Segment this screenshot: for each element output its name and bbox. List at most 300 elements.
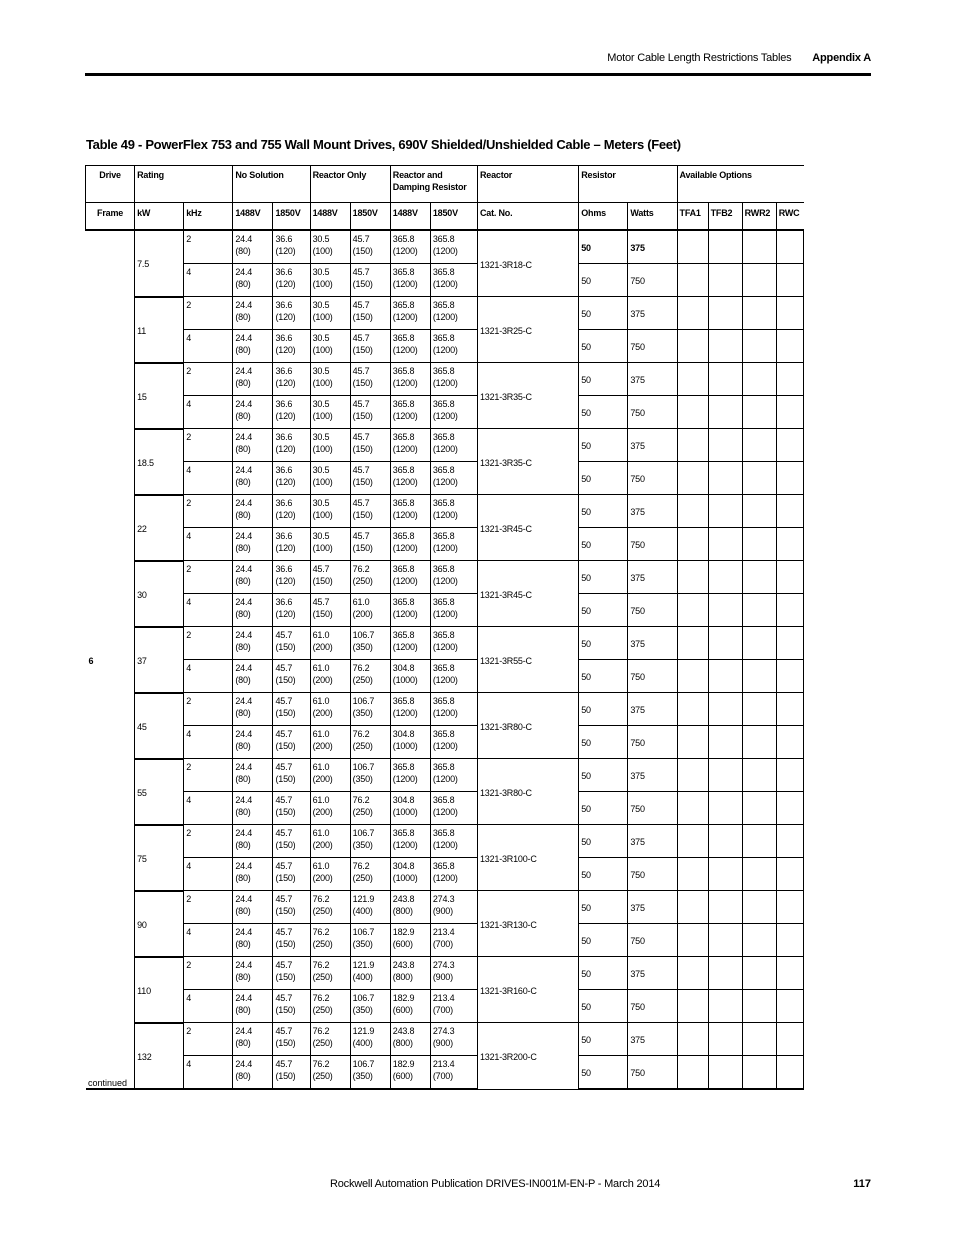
kw-cell: 30 [135, 561, 184, 627]
resistor-ohms: 50 [579, 330, 628, 363]
option-rwr2 [742, 230, 776, 264]
reactor-damping-1850-feet: (1200) [432, 279, 458, 289]
reactor-only-1488-meters: 45.7 [312, 597, 330, 607]
reactor-only-1488 [310, 264, 350, 297]
table-row [86, 924, 804, 957]
reactor-damping-1488-meters: 365.8 [392, 333, 415, 343]
option-tfb2 [708, 891, 742, 924]
option-rwc [776, 396, 803, 429]
table-title: Table 49 - PowerFlex 753 and 755 Wall Mount Drives, 690V Shielded/Unshielded Cable – Meters (Feet) [86, 137, 681, 152]
reactor-damping-1488 [390, 1023, 430, 1056]
no-solution-1850-feet: (120) [275, 543, 296, 553]
resistor-ohms: 50 [579, 297, 628, 330]
reactor-only-1488-feet: (250) [312, 1071, 333, 1081]
khz-cell: 2 [184, 495, 233, 528]
no-solution-1850-feet: (120) [275, 411, 296, 421]
no-solution-1850-meters: 45.7 [275, 1026, 293, 1036]
option-rwc [776, 429, 803, 462]
reactor-damping-1488-feet: (1200) [392, 444, 418, 454]
table-row [86, 1056, 804, 1090]
option-rwc [776, 957, 803, 990]
reactor-damping-1488 [390, 528, 430, 561]
no-solution-1488-feet: (80) [235, 576, 251, 586]
no-solution-1488-feet: (80) [235, 840, 251, 850]
resistor-ohms: 50 [579, 594, 628, 627]
resistor-watts: 750 [628, 1056, 677, 1090]
option-rwr2 [742, 297, 776, 330]
no-solution-1850-feet: (150) [275, 1038, 296, 1048]
reactor-damping-1850-meters: 213.4 [432, 993, 455, 1003]
reactor-damping-1488 [390, 726, 430, 759]
khz-cell: 2 [184, 627, 233, 660]
reactor-cat-no: 1321-3R35-C [477, 363, 578, 429]
reactor-only-1850 [350, 957, 390, 990]
reactor-only-1850-feet: (350) [352, 939, 373, 949]
reactor-only-1850 [350, 462, 390, 495]
reactor-only-1488 [310, 561, 350, 594]
no-solution-1850-feet: (150) [275, 774, 296, 784]
option-rwr2 [742, 429, 776, 462]
resistor-watts: 750 [628, 660, 677, 693]
reactor-only-1488 [310, 462, 350, 495]
no-solution-1850-meters: 45.7 [275, 993, 293, 1003]
no-solution-1488-meters: 24.4 [235, 1026, 253, 1036]
reactor-damping-1488 [390, 957, 430, 990]
option-rwr2 [742, 396, 776, 429]
option-rwc [776, 726, 803, 759]
no-solution-1488-meters: 24.4 [235, 300, 253, 310]
resistor-watts: 375 [628, 561, 677, 594]
no-solution-1850-meters: 45.7 [275, 960, 293, 970]
reactor-damping-1488-meters: 365.8 [392, 432, 415, 442]
reactor-cat-no: 1321-3R55-C [477, 627, 578, 693]
reactor-damping-1850 [430, 264, 477, 297]
reactor-only-1488-meters: 30.5 [312, 399, 330, 409]
reactor-only-1488 [310, 825, 350, 858]
table-row [86, 594, 804, 627]
no-solution-1850 [273, 759, 310, 792]
reactor-damping-1488 [390, 429, 430, 462]
reactor-only-1488 [310, 726, 350, 759]
reactor-cat-no: 1321-3R18-C [477, 230, 578, 297]
reactor-damping-1850 [430, 693, 477, 726]
reactor-damping-1488-feet: (1200) [392, 279, 418, 289]
option-tfa1 [677, 693, 708, 726]
option-rwr2 [742, 1023, 776, 1056]
reactor-only-1488 [310, 660, 350, 693]
reactor-damping-1850-feet: (1200) [432, 840, 458, 850]
no-solution-1488-meters: 24.4 [235, 531, 253, 541]
reactor-only-1850-feet: (250) [352, 807, 373, 817]
no-solution-1488-meters: 24.4 [235, 993, 253, 1003]
no-solution-1850 [273, 462, 310, 495]
option-tfa1 [677, 363, 708, 396]
no-solution-1488 [233, 594, 273, 627]
reactor-only-1850-feet: (150) [352, 543, 373, 553]
option-rwr2 [742, 1056, 776, 1090]
no-solution-1488-feet: (80) [235, 378, 251, 388]
no-solution-1850-meters: 45.7 [275, 795, 293, 805]
option-rwc [776, 1023, 803, 1056]
reactor-damping-1850-feet: (1200) [432, 609, 458, 619]
kw-cell: 11 [135, 297, 184, 363]
table-header-sub [86, 203, 804, 231]
no-solution-1488-feet: (80) [235, 642, 251, 652]
reactor-only-1488-feet: (250) [312, 1005, 333, 1015]
col-reactor-only: Reactor Only [310, 166, 390, 203]
reactor-damping-1488-feet: (1000) [392, 807, 418, 817]
no-solution-1488-feet: (80) [235, 543, 251, 553]
option-rwr2 [742, 495, 776, 528]
no-solution-1488 [233, 891, 273, 924]
reactor-damping-1488-meters: 304.8 [392, 729, 415, 739]
resistor-watts: 375 [628, 627, 677, 660]
no-solution-1488 [233, 1023, 273, 1056]
table-row [86, 561, 804, 594]
option-rwc [776, 627, 803, 660]
option-tfa1 [677, 957, 708, 990]
reactor-only-1850-feet: (150) [352, 510, 373, 520]
option-tfa1 [677, 429, 708, 462]
no-solution-1850-feet: (120) [275, 576, 296, 586]
reactor-only-1488 [310, 594, 350, 627]
reactor-damping-1850 [430, 297, 477, 330]
resistor-watts: 750 [628, 330, 677, 363]
option-tfb2 [708, 297, 742, 330]
reactor-only-1488 [310, 1023, 350, 1056]
reactor-only-1488 [310, 396, 350, 429]
option-tfa1 [677, 495, 708, 528]
option-rwc [776, 297, 803, 330]
reactor-damping-1488-meters: 365.8 [392, 597, 415, 607]
reactor-damping-1850 [430, 495, 477, 528]
reactor-only-1850 [350, 264, 390, 297]
no-solution-1850-feet: (120) [275, 510, 296, 520]
kw-cell: 110 [135, 957, 184, 1023]
no-solution-1488-feet: (80) [235, 411, 251, 421]
no-solution-1488-meters: 24.4 [235, 333, 253, 343]
no-solution-1850-meters: 45.7 [275, 630, 293, 640]
reactor-damping-1850-meters: 365.8 [432, 564, 455, 574]
option-tfa1 [677, 297, 708, 330]
reactor-only-1488 [310, 759, 350, 792]
no-solution-1488-meters: 24.4 [235, 1059, 253, 1069]
reactor-damping-1488 [390, 759, 430, 792]
resistor-ohms: 50 [579, 462, 628, 495]
reactor-cat-no: 1321-3R80-C [477, 759, 578, 825]
reactor-only-1850 [350, 1056, 390, 1090]
no-solution-1850 [273, 990, 310, 1023]
kw-cell: 37 [135, 627, 184, 693]
reactor-only-1850-feet: (150) [352, 345, 373, 355]
no-solution-1850-feet: (120) [275, 477, 296, 487]
no-solution-1488-feet: (80) [235, 510, 251, 520]
no-solution-1850-feet: (150) [275, 642, 296, 652]
reactor-damping-1850-feet: (1200) [432, 345, 458, 355]
reactor-only-1850 [350, 363, 390, 396]
no-solution-1488-feet: (80) [235, 345, 251, 355]
reactor-damping-1488-feet: (1200) [392, 774, 418, 784]
reactor-damping-1488 [390, 1056, 430, 1090]
reactor-damping-1488-feet: (1200) [392, 378, 418, 388]
resistor-ohms: 50 [579, 230, 628, 264]
no-solution-1488 [233, 264, 273, 297]
reactor-damping-1488-feet: (1200) [392, 576, 418, 586]
footer-publication: Rockwell Automation Publication DRIVES-IN001M-EN-P - March 2014 [330, 1178, 661, 1190]
reactor-damping-1850-meters: 274.3 [432, 1026, 455, 1036]
reactor-cat-no: 1321-3R45-C [477, 495, 578, 561]
resistor-watts: 375 [628, 297, 677, 330]
reactor-damping-1488-meters: 182.9 [392, 993, 415, 1003]
khz-cell: 2 [184, 561, 233, 594]
reactor-damping-1488 [390, 561, 430, 594]
reactor-cat-no: 1321-3R25-C [477, 297, 578, 363]
khz-cell: 2 [184, 429, 233, 462]
option-tfb2 [708, 396, 742, 429]
reactor-damping-1488-meters: 182.9 [392, 1059, 415, 1069]
reactor-only-1488-feet: (250) [312, 939, 333, 949]
reactor-damping-1850-feet: (700) [432, 939, 453, 949]
reactor-damping-1488 [390, 297, 430, 330]
reactor-only-1488 [310, 792, 350, 825]
reactor-damping-1850-feet: (700) [432, 1005, 453, 1015]
option-rwr2 [742, 594, 776, 627]
reactor-only-1488-feet: (100) [312, 510, 333, 520]
reactor-only-1850 [350, 627, 390, 660]
option-rwc [776, 693, 803, 726]
no-solution-1850-feet: (150) [275, 741, 296, 751]
reactor-damping-1850 [430, 726, 477, 759]
reactor-damping-1850 [430, 561, 477, 594]
option-tfb2 [708, 230, 742, 264]
reactor-damping-1488 [390, 594, 430, 627]
option-tfa1 [677, 792, 708, 825]
sub-ro-1850: 1850V [350, 203, 390, 231]
no-solution-1850 [273, 330, 310, 363]
reactor-damping-1488 [390, 462, 430, 495]
table-row [86, 693, 804, 726]
reactor-only-1850-meters: 106.7 [352, 630, 375, 640]
option-tfb2 [708, 792, 742, 825]
reactor-damping-1850-meters: 213.4 [432, 1059, 455, 1069]
reactor-damping-1850 [430, 792, 477, 825]
resistor-watts: 750 [628, 396, 677, 429]
reactor-only-1488-meters: 30.5 [312, 432, 330, 442]
reactor-only-1488-feet: (250) [312, 972, 333, 982]
no-solution-1488-feet: (80) [235, 1071, 251, 1081]
reactor-only-1488 [310, 1056, 350, 1090]
khz-cell: 2 [184, 891, 233, 924]
reactor-damping-1488-feet: (1200) [392, 840, 418, 850]
no-solution-1850 [273, 1056, 310, 1090]
no-solution-1850-feet: (150) [275, 807, 296, 817]
no-solution-1850 [273, 396, 310, 429]
sub-ro-1488: 1488V [310, 203, 350, 231]
reactor-damping-1850 [430, 627, 477, 660]
no-solution-1850-meters: 36.6 [275, 531, 293, 541]
resistor-watts: 375 [628, 495, 677, 528]
reactor-only-1850-feet: (350) [352, 708, 373, 718]
reactor-only-1850-feet: (400) [352, 972, 373, 982]
reactor-only-1850-meters: 45.7 [352, 498, 370, 508]
no-solution-1850-meters: 45.7 [275, 696, 293, 706]
reactor-damping-1850-feet: (900) [432, 972, 453, 982]
option-tfb2 [708, 924, 742, 957]
reactor-damping-1488 [390, 495, 430, 528]
khz-cell: 4 [184, 858, 233, 891]
no-solution-1488 [233, 230, 273, 264]
no-solution-1488-feet: (80) [235, 444, 251, 454]
table-row [86, 495, 804, 528]
khz-cell: 2 [184, 1023, 233, 1056]
table-row [86, 429, 804, 462]
reactor-damping-1488-feet: (600) [392, 939, 413, 949]
resistor-watts: 375 [628, 759, 677, 792]
reactor-only-1488-meters: 61.0 [312, 663, 330, 673]
no-solution-1850 [273, 1023, 310, 1056]
reactor-damping-1488-meters: 365.8 [392, 300, 415, 310]
no-solution-1850-feet: (150) [275, 873, 296, 883]
no-solution-1850 [273, 825, 310, 858]
reactor-damping-1488 [390, 330, 430, 363]
reactor-damping-1850-feet: (900) [432, 1038, 453, 1048]
reactor-only-1488-feet: (200) [312, 642, 333, 652]
no-solution-1488-meters: 24.4 [235, 597, 253, 607]
option-rwc [776, 825, 803, 858]
resistor-ohms: 50 [579, 891, 628, 924]
option-tfb2 [708, 858, 742, 891]
table-row [86, 825, 804, 858]
reactor-damping-1488 [390, 825, 430, 858]
reactor-damping-1850 [430, 230, 477, 264]
option-rwr2 [742, 627, 776, 660]
option-rwc [776, 759, 803, 792]
resistor-ohms: 50 [579, 825, 628, 858]
reactor-damping-1488 [390, 858, 430, 891]
no-solution-1488-feet: (80) [235, 477, 251, 487]
reactor-only-1488-meters: 76.2 [312, 927, 330, 937]
no-solution-1488-feet: (80) [235, 312, 251, 322]
reactor-damping-1850-meters: 365.8 [432, 762, 455, 772]
reactor-cat-no: 1321-3R200-C [477, 1023, 578, 1090]
frame-cell: 6 [86, 230, 135, 1089]
option-tfa1 [677, 627, 708, 660]
no-solution-1850-feet: (120) [275, 345, 296, 355]
reactor-only-1850 [350, 825, 390, 858]
reactor-damping-1488-meters: 243.8 [392, 1026, 415, 1036]
reactor-damping-1850-feet: (1200) [432, 411, 458, 421]
khz-cell: 2 [184, 230, 233, 264]
option-rwc [776, 660, 803, 693]
no-solution-1850-meters: 36.6 [275, 366, 293, 376]
reactor-only-1850-feet: (350) [352, 1005, 373, 1015]
reactor-only-1850-feet: (350) [352, 642, 373, 652]
reactor-only-1488-meters: 30.5 [312, 366, 330, 376]
no-solution-1488 [233, 528, 273, 561]
no-solution-1850-feet: (150) [275, 906, 296, 916]
kw-cell: 75 [135, 825, 184, 891]
reactor-only-1850-meters: 106.7 [352, 1059, 375, 1069]
reactor-damping-1850 [430, 825, 477, 858]
option-tfa1 [677, 759, 708, 792]
table-row [86, 528, 804, 561]
reactor-damping-1850-meters: 365.8 [432, 729, 455, 739]
option-rwr2 [742, 264, 776, 297]
khz-cell: 2 [184, 363, 233, 396]
no-solution-1850-meters: 36.6 [275, 465, 293, 475]
reactor-damping-1488-feet: (1200) [392, 477, 418, 487]
no-solution-1488 [233, 825, 273, 858]
reactor-only-1850-meters: 45.7 [352, 531, 370, 541]
reactor-damping-1488-meters: 304.8 [392, 795, 415, 805]
resistor-watts: 750 [628, 264, 677, 297]
reactor-damping-1850-meters: 365.8 [432, 300, 455, 310]
no-solution-1850-meters: 45.7 [275, 894, 293, 904]
reactor-damping-1850-meters: 365.8 [432, 630, 455, 640]
resistor-ohms: 50 [579, 957, 628, 990]
col-reactor: Reactor [477, 166, 578, 203]
option-tfa1 [677, 330, 708, 363]
resistor-ohms: 50 [579, 759, 628, 792]
khz-cell: 2 [184, 825, 233, 858]
no-solution-1850 [273, 858, 310, 891]
no-solution-1488-meters: 24.4 [235, 267, 253, 277]
reactor-damping-1488 [390, 264, 430, 297]
reactor-only-1850-feet: (350) [352, 840, 373, 850]
reactor-damping-1850-meters: 365.8 [432, 498, 455, 508]
sub-tfa1: TFA1 [677, 203, 708, 231]
resistor-ohms: 50 [579, 495, 628, 528]
reactor-damping-1850 [430, 957, 477, 990]
reactor-damping-1488-feet: (1200) [392, 411, 418, 421]
reactor-only-1850 [350, 726, 390, 759]
reactor-damping-1488-feet: (1200) [392, 510, 418, 520]
resistor-watts: 750 [628, 990, 677, 1023]
no-solution-1850-feet: (150) [275, 1005, 296, 1015]
no-solution-1488 [233, 1056, 273, 1090]
no-solution-1850 [273, 726, 310, 759]
reactor-only-1488-feet: (200) [312, 774, 333, 784]
option-rwr2 [742, 660, 776, 693]
reactor-damping-1850 [430, 528, 477, 561]
reactor-only-1488-feet: (150) [312, 609, 333, 619]
no-solution-1488-meters: 24.4 [235, 498, 253, 508]
option-tfa1 [677, 396, 708, 429]
reactor-only-1488-meters: 76.2 [312, 1026, 330, 1036]
reactor-only-1488-meters: 30.5 [312, 234, 330, 244]
sub-rwc: RWC [776, 203, 803, 231]
option-rwc [776, 594, 803, 627]
reactor-only-1850-meters: 106.7 [352, 828, 375, 838]
no-solution-1488-feet: (80) [235, 609, 251, 619]
no-solution-1850 [273, 660, 310, 693]
option-rwr2 [742, 957, 776, 990]
header-section-title: Motor Cable Length Restrictions Tables [607, 52, 792, 64]
sub-watts: Watts [628, 203, 677, 231]
reactor-damping-1850-feet: (1200) [432, 543, 458, 553]
resistor-ohms: 50 [579, 726, 628, 759]
reactor-only-1850-feet: (150) [352, 477, 373, 487]
no-solution-1488-meters: 24.4 [235, 465, 253, 475]
no-solution-1850-meters: 36.6 [275, 498, 293, 508]
no-solution-1850 [273, 561, 310, 594]
reactor-damping-1850 [430, 1056, 477, 1090]
reactor-only-1488-feet: (100) [312, 411, 333, 421]
table-row [86, 891, 804, 924]
no-solution-1850 [273, 528, 310, 561]
reactor-damping-1488 [390, 792, 430, 825]
option-tfb2 [708, 363, 742, 396]
